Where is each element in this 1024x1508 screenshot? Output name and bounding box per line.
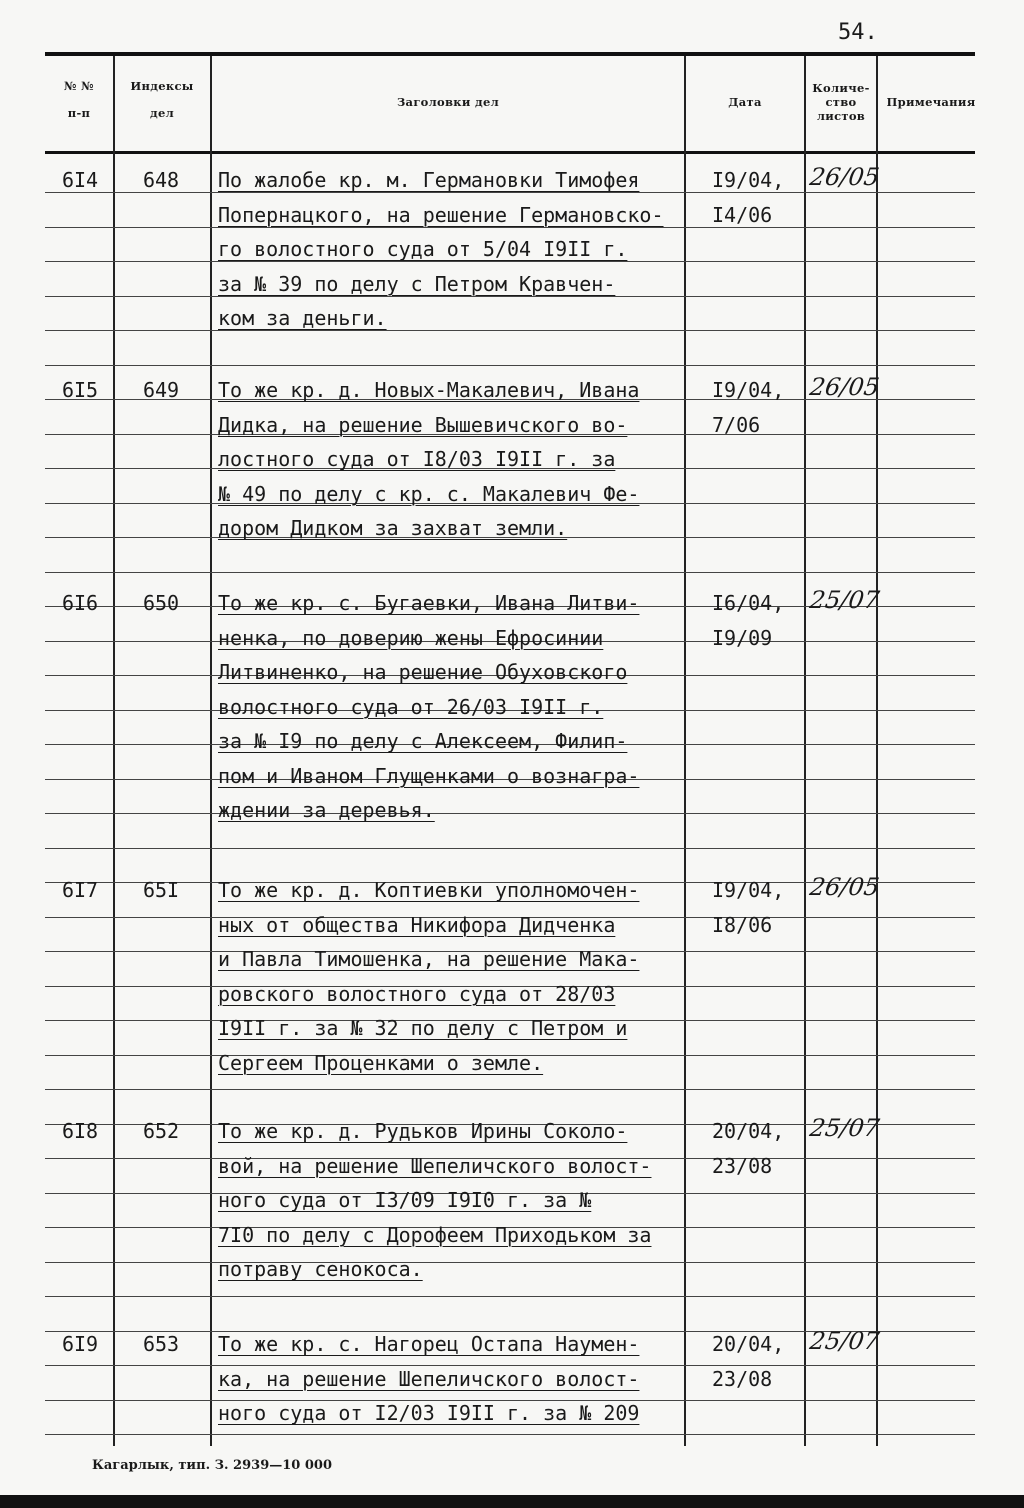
entry-title-line: По жалобе кр. м. Германовки Тимофея (218, 168, 640, 192)
ruled-line (45, 813, 975, 814)
col-divider (876, 56, 878, 1446)
entry-title-line: волостного суда от 26/03 I9II г. (218, 694, 604, 719)
entry-title-line: То же кр. с. Нагорец Остапа Наумен- (218, 1332, 640, 1356)
scan-edge (0, 1495, 1024, 1508)
ruled-line (45, 192, 975, 193)
entry-title-line: и Павла Тимошенка, на решение Мака- (218, 947, 640, 971)
entry-title-line: То же кр. д. Новых-Макалевич, Ивана (218, 378, 640, 402)
entry-title-line: ровского волостного суда от 28/03 (218, 981, 616, 1006)
entry-date: I9/04, (712, 168, 785, 192)
entry-index: 652 (142, 1119, 180, 1143)
entry-title-line: Дидка, на решение Вышевичского во- (218, 412, 628, 437)
entry-sheets: 26/05 (808, 163, 882, 191)
entry-title-line: Попернацкого, на решение Германовско- (218, 202, 664, 227)
ruled-line (45, 572, 975, 573)
entry-number: 6I8 (61, 1119, 99, 1143)
col-divider (210, 56, 212, 1446)
entry-sheets: 25/07 (808, 1114, 882, 1142)
entry-date: I8/06 (712, 912, 773, 937)
entry-sheets: 26/05 (808, 373, 882, 401)
entry-date: I4/06 (712, 202, 773, 227)
ruled-line (45, 296, 975, 297)
entry-index: 653 (142, 1332, 180, 1356)
col-divider (684, 56, 686, 1446)
header-rule (45, 151, 975, 154)
entry-date: I9/09 (712, 625, 773, 650)
entry-title-line: Литвиненко, на решение Обуховского (218, 660, 628, 684)
entry-date: 23/08 (712, 1366, 773, 1391)
entry-title-line: То же кр. с. Бугаевки, Ивана Литви- (218, 591, 640, 615)
entry-title-line: № 49 по делу с кр. с. Макалевич Фе- (218, 481, 640, 506)
ruled-line (45, 1296, 975, 1297)
entry-number: 6I5 (61, 378, 99, 402)
entry-date: I9/04, (712, 378, 785, 402)
printer-imprint: Кагарлык, тип. З. 2939—10 000 (92, 1458, 332, 1473)
entry-title-line: вой, на решение Шепеличского волост- (218, 1153, 652, 1178)
entry-title-line: Сергеем Проценками о земле. (218, 1050, 544, 1075)
ruled-line (45, 1434, 975, 1435)
entry-title-line: I9II г. за № 32 по делу с Петром и (218, 1016, 628, 1040)
col-divider (804, 56, 806, 1446)
header-title: Заголовки дел (396, 95, 500, 109)
entry-date: 23/08 (712, 1153, 773, 1178)
entry-date: 7/06 (712, 412, 761, 437)
entry-title-line: го волостного суда от 5/04 I9II г. (218, 237, 628, 261)
entry-title-line: ных от общества Никифора Дидченка (218, 912, 616, 937)
entry-date: 20/04, (712, 1119, 785, 1143)
entry-sheets: 26/05 (808, 873, 882, 901)
header-index: Индексы дел (130, 79, 194, 120)
entry-title-line: лостного суда от I8/03 I9II г. за (218, 447, 616, 471)
entry-title-line: ненка, по доверию жены Ефросинии (218, 625, 604, 650)
entry-number: 6I7 (61, 878, 99, 902)
entry-index: 650 (142, 591, 180, 615)
entry-index: 65I (142, 878, 180, 902)
entry-title-line: за № 39 по делу с Петром Кравчен- (218, 271, 616, 296)
header-sheets: Количе- ство листов (812, 81, 870, 123)
entry-title-line: То же кр. д. Коптиевки уполномочен- (218, 878, 640, 902)
entry-number: 6I4 (61, 168, 99, 192)
entry-index: 649 (142, 378, 180, 402)
entry-title-line: 7I0 по делу с Дорофеем Приходьком за (218, 1222, 652, 1247)
page-number: 54. (838, 20, 878, 45)
entry-title-line: дором Дидком за захват земли. (218, 516, 568, 540)
entry-title-line: То же кр. д. Рудьков Ирины Соколо- (218, 1119, 628, 1143)
ruled-line (45, 227, 975, 228)
header-num: № № п-п (64, 79, 94, 120)
entry-sheets: 25/07 (808, 1327, 882, 1355)
entry-date: I6/04, (712, 591, 785, 615)
entry-title-line: за № I9 по делу с Алексеем, Филип- (218, 729, 628, 753)
ruled-line (45, 848, 975, 849)
entry-title-line: ного суда от I2/03 I9II г. за № 209 (218, 1401, 640, 1425)
ruled-line (45, 261, 975, 262)
entry-date: 20/04, (712, 1332, 785, 1356)
header-notes: Примечания (886, 95, 976, 109)
entry-number: 6I9 (61, 1332, 99, 1356)
ruled-line (45, 330, 975, 331)
entry-title-line: пом и Иваном Глущенками о вознагра- (218, 763, 640, 788)
entry-title-line: ка, на решение Шепеличского волост- (218, 1366, 640, 1391)
entry-number: 6I6 (61, 591, 99, 615)
entry-index: 648 (142, 168, 180, 192)
entry-date: I9/04, (712, 878, 785, 902)
ruled-line (45, 1089, 975, 1090)
ruled-line (45, 365, 975, 366)
col-divider (113, 56, 115, 1446)
top-rule (45, 52, 975, 56)
header-date: Дата (728, 95, 762, 109)
entry-sheets: 25/07 (808, 586, 882, 614)
entry-title-line: ком за деньги. (218, 306, 387, 330)
ruled-line (45, 1262, 975, 1263)
entry-title-line: ждении за деревья. (218, 798, 435, 822)
entry-title-line: потраву сенокоса. (218, 1257, 423, 1281)
entry-title-line: ного суда от I3/09 I9I0 г. за № (218, 1188, 592, 1212)
